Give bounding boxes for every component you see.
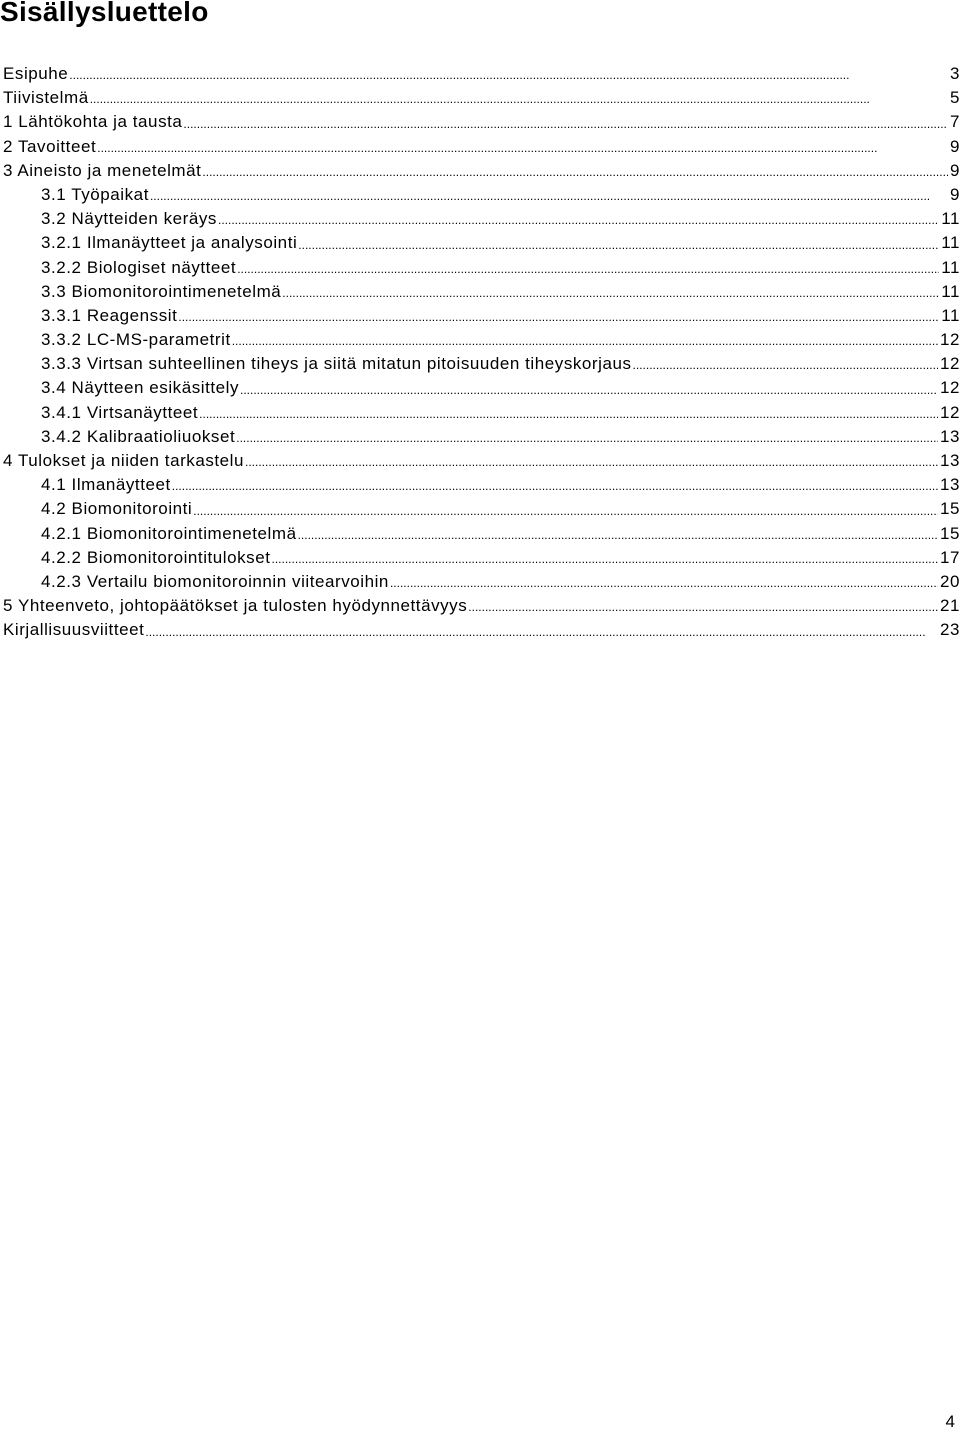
toc-dot-leader	[69, 69, 948, 87]
toc-dot-leader	[633, 359, 938, 377]
toc-entry-page: 12	[939, 354, 960, 374]
toc-entry-biologiset-naytteet[interactable]	[3, 257, 960, 281]
toc-dot-leader	[282, 287, 939, 305]
toc-entry-page: 7	[949, 112, 960, 132]
toc-entry-label: 4 Tulokset ja niiden tarkastelu	[3, 451, 245, 470]
toc-entry-page: 13	[939, 451, 960, 470]
toc-entry-naytteen-esikasittely[interactable]	[3, 377, 960, 401]
toc-entry-label: Tiivistelmä	[3, 88, 89, 108]
toc-entry-label: 4.2.2 Biomonitorointitulokset	[41, 547, 271, 567]
toc-entry-page: 20	[939, 571, 960, 591]
toc-entry-page: 11	[941, 257, 960, 277]
toc-entry-nayteiden-kerays[interactable]	[3, 208, 960, 232]
toc-dot-leader	[468, 601, 938, 619]
toc-entry-page: 17	[939, 547, 960, 567]
toc-entry-label: 3.3.2 LC-MS-parametrit	[41, 330, 231, 350]
toc-entry-label: Kirjallisuusviitteet	[3, 620, 145, 640]
toc-entry-page: 11	[941, 209, 960, 229]
toc-entry-vertailu-viitearvoihin[interactable]	[3, 571, 960, 595]
toc-dot-leader	[218, 214, 939, 232]
toc-entry-page: 11	[941, 281, 960, 301]
toc-entry-label: 3.3.1 Reagenssit	[41, 305, 178, 325]
toc-entry-label: 4.2.3 Vertailu biomonitoroinnin viitearvoihin	[41, 571, 389, 591]
toc-entry-kalibraatioliuokset[interactable]	[3, 426, 960, 450]
toc-entry-page: 11	[941, 305, 960, 325]
toc-entry-page: 3	[949, 64, 960, 83]
toc-entry-virtsanaytteet[interactable]	[3, 402, 960, 426]
toc-dot-leader	[202, 166, 948, 184]
toc-dot-leader	[150, 190, 948, 208]
toc-dot-leader	[237, 263, 939, 281]
toc-dot-leader	[172, 480, 938, 498]
toc-dot-leader	[145, 626, 938, 644]
toc-entry-page: 15	[939, 523, 960, 543]
toc-dot-leader	[199, 408, 938, 426]
toc-entry-page: 11	[941, 233, 960, 253]
toc-dot-leader	[90, 93, 948, 111]
toc-entry-aineisto[interactable]	[3, 160, 960, 184]
toc-entry-biomonitorointimenetelma[interactable]	[3, 281, 960, 305]
toc-entry-page: 12	[939, 330, 960, 350]
toc-entry-lahtokohta[interactable]	[3, 111, 960, 135]
toc-entry-page: 12	[939, 402, 960, 422]
toc-dot-leader	[240, 384, 938, 402]
page-number: 4	[945, 1412, 955, 1431]
toc-entry-page: 12	[939, 378, 960, 398]
toc-dot-leader	[232, 335, 938, 353]
toc-entry-label: 3.2 Näytteiden keräys	[41, 209, 217, 229]
toc-entry-label: 4.1 Ilmanäytteet	[41, 475, 171, 495]
toc-entry-page: 9	[949, 184, 960, 204]
toc-entry-label: 4.2.1 Biomonitorointimenetelmä	[41, 523, 297, 543]
toc-entry-tiivistelma[interactable]	[3, 87, 960, 111]
toc-dot-leader	[272, 553, 938, 571]
toc-dot-leader	[236, 432, 938, 450]
toc-entry-label: 3.4.1 Virtsanäytteet	[41, 402, 199, 422]
toc-entry-kirjallisuusviitteet[interactable]	[3, 619, 960, 643]
toc-entry-page: 9	[949, 136, 960, 156]
table-of-contents	[3, 63, 960, 644]
toc-dot-leader	[245, 456, 938, 474]
toc-entry-label: 3 Aineisto ja menetelmät	[3, 160, 202, 180]
toc-entry-page: 23	[939, 620, 960, 640]
toc-dot-leader	[390, 577, 938, 595]
toc-entry-page: 13	[939, 426, 960, 446]
toc-entry-label: 5 Yhteenveto, johtopäätökset ja tulosten hyödynnettävyys	[3, 596, 468, 616]
toc-entry-biomonitorointi[interactable]	[3, 498, 960, 522]
toc-entry-reagenssit[interactable]	[3, 305, 960, 329]
toc-entry-yhteenveto[interactable]	[3, 595, 960, 619]
toc-entry-label: 3.2.2 Biologiset näytteet	[41, 257, 237, 277]
toc-dot-leader	[298, 529, 938, 547]
toc-entry-page: 15	[939, 499, 960, 519]
toc-entry-label: 4.2 Biomonitorointi	[41, 499, 193, 519]
toc-entry-label: 3.4.2 Kalibraatioliuokset	[41, 426, 236, 446]
toc-entry-page: 13	[939, 475, 960, 495]
toc-entry-esipuhe[interactable]	[3, 63, 960, 87]
toc-entry-biomonitorointimenetelma-2[interactable]	[3, 523, 960, 547]
toc-dot-leader	[183, 118, 948, 136]
toc-dot-leader	[178, 311, 939, 329]
toc-entry-tavoitteet[interactable]	[3, 136, 960, 160]
toc-entry-tyopaikat[interactable]	[3, 184, 960, 208]
toc-entry-ilmanaytteet-analysointi[interactable]	[3, 232, 960, 256]
toc-entry-ilmanaytteet[interactable]	[3, 474, 960, 498]
toc-entry-label: 3.2.1 Ilmanäytteet ja analysointi	[41, 233, 298, 253]
toc-entry-virtsan-tiheys[interactable]	[3, 353, 960, 377]
toc-entry-page: 5	[949, 88, 960, 108]
toc-entry-label: 2 Tavoitteet	[3, 136, 97, 156]
toc-entry-biomonitorointitulokset[interactable]	[3, 547, 960, 571]
toc-entry-label: 3.1 Työpaikat	[41, 184, 149, 204]
toc-dot-leader	[97, 142, 948, 160]
toc-dot-leader	[193, 505, 938, 523]
toc-entry-label: 3.4 Näytteen esikäsittely	[41, 378, 240, 398]
toc-entry-label: 3.3.3 Virtsan suhteellinen tiheys ja siitä mitatun pitoisuuden tiheyskorjaus	[41, 354, 632, 374]
toc-entry-label: 3.3 Biomonitorointimenetelmä	[41, 281, 282, 301]
toc-entry-page: 9	[949, 160, 960, 180]
toc-dot-leader	[298, 239, 939, 257]
toc-entry-label: Esipuhe	[3, 64, 69, 83]
toc-entry-lc-ms-parametrit[interactable]	[3, 329, 960, 353]
toc-entry-tulokset[interactable]	[3, 450, 960, 474]
toc-entry-label: 1 Lähtökohta ja tausta	[3, 112, 183, 132]
toc-entry-page: 21	[939, 596, 960, 616]
page-title: Sisällysluettelo	[0, 0, 209, 27]
